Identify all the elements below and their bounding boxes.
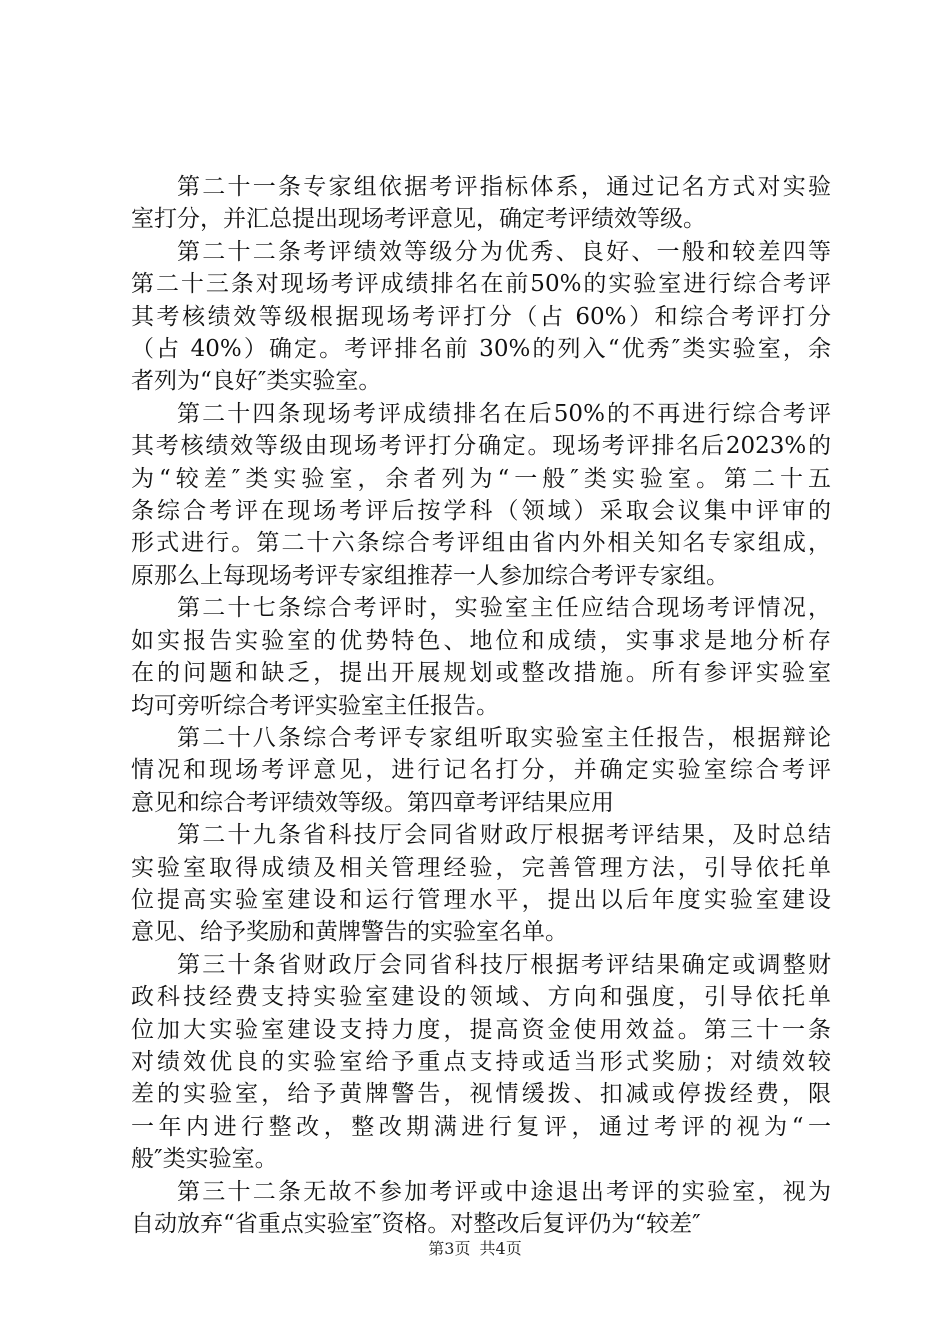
page-total: 共4页 (479, 1239, 522, 1258)
document-body (131, 171, 831, 1240)
paragraph-line: 为“较差″类实验室，余者列为“一般″类实验室。第二十五 (131, 465, 831, 492)
paragraph-line: 条综合考评在现场考评后按学科（领域）采取会议集中评审的 (131, 498, 831, 525)
paragraph-line: 情况和现场考评意见，进行记名打分，并确定实验室综合考评 (131, 757, 831, 784)
paragraph-line: 室打分，并汇总提出现场考评意见，确定考评绩效等级。 (131, 206, 706, 233)
paragraph-line: 第三十条省财政厅会同省科技厅根据考评结果确定或调整财 (177, 951, 831, 978)
paragraph-line: 在的问题和缺乏，提出开展规划或整改措施。所有参评实验室 (131, 660, 831, 687)
paragraph-line: 对绩效优良的实验室给予重点支持或适当形式奖励；对绩效较 (131, 1048, 831, 1075)
paragraph-line: 意见、给予奖励和黄牌警告的实验室名单。 (131, 919, 568, 946)
paragraph-line: 实验室取得成绩及相关管理经验，完善管理方法，引导依托单 (131, 854, 831, 881)
paragraph-line: 第二十八条综合考评专家组听取实验室主任报告，根据辩论 (177, 724, 831, 751)
paragraph-line: 位提高实验室建设和运行管理水平，提出以后年度实验室建设 (131, 886, 831, 913)
paragraph-line: 其考核绩效等级由现场考评打分确定。现场考评排名后2023%的 (131, 433, 831, 460)
paragraph (131, 171, 831, 236)
paragraph (131, 236, 831, 398)
paragraph-line: 位加大实验室建设支持力度，提高资金使用效益。第三十一条 (131, 1016, 831, 1043)
paragraph (131, 1176, 831, 1241)
paragraph-line: 第二十二条考评绩效等级分为优秀、良好、一般和较差四等 (177, 238, 831, 265)
paragraph-line: 第二十四条现场考评成绩排名在后50%的不再进行综合考评 (177, 400, 831, 427)
paragraph-line: 意见和综合考评绩效等级。第四章考评结果应用 (131, 789, 614, 816)
paragraph (131, 722, 831, 819)
page-footer (0, 1236, 950, 1259)
paragraph-line: 形式进行。第二十六条综合考评组由省内外相关知名专家组成， (131, 530, 831, 557)
paragraph-line: 如实报告实验室的优势特色、地位和成绩，实事求是地分析存 (131, 627, 831, 654)
paragraph-line: 差的实验室，给予黄牌警告，视情缓拨、扣减或停拨经费，限 (131, 1081, 831, 1108)
paragraph-line: 第二十一条专家组依据考评指标体系，通过记名方式对实验 (177, 174, 831, 200)
paragraph-line: 原那么上每现场考评专家组推荐一人参加综合考评专家组。 (131, 562, 729, 589)
paragraph-line: 一年内进行整改，整改期满进行复评，通过考评的视为“一 (131, 1113, 831, 1140)
paragraph-line: 政科技经费支持实验室建设的领域、方向和强度，引导依托单 (131, 984, 831, 1011)
paragraph-line: （占 40%）确定。考评排名前 30%的列入“优秀″类实验室，余 (131, 336, 831, 363)
paragraph-line: 般″类实验室。 (131, 1146, 278, 1173)
paragraph-line: 自动放弃“省重点实验室″资格。对整改后复评仍为“较差″ (131, 1211, 701, 1237)
paragraph (131, 592, 831, 722)
paragraph-line: 其考核绩效等级根据现场考评打分（占 60%）和综合考评打分 (131, 303, 831, 330)
paragraph-line: 均可旁听综合考评实验室主任报告。 (131, 692, 499, 719)
paragraph-line: 第二十七条综合考评时，实验室主任应结合现场考评情况， (177, 595, 831, 622)
page-number: 第3页 (428, 1239, 471, 1258)
paragraph (131, 819, 831, 949)
paragraph-line: 第三十二条无故不参加考评或中途退出考评的实验室，视为 (177, 1178, 831, 1205)
paragraph-line: 第二十三条对现场考评成绩排名在前50%的实验室进行综合考评 (131, 271, 831, 298)
paragraph-line: 第二十九条省科技厅会同省财政厅根据考评结果，及时总结 (177, 822, 831, 849)
paragraph (131, 949, 831, 1176)
paragraph (131, 398, 831, 592)
paragraph-line: 者列为“良好″类实验室。 (131, 368, 382, 395)
